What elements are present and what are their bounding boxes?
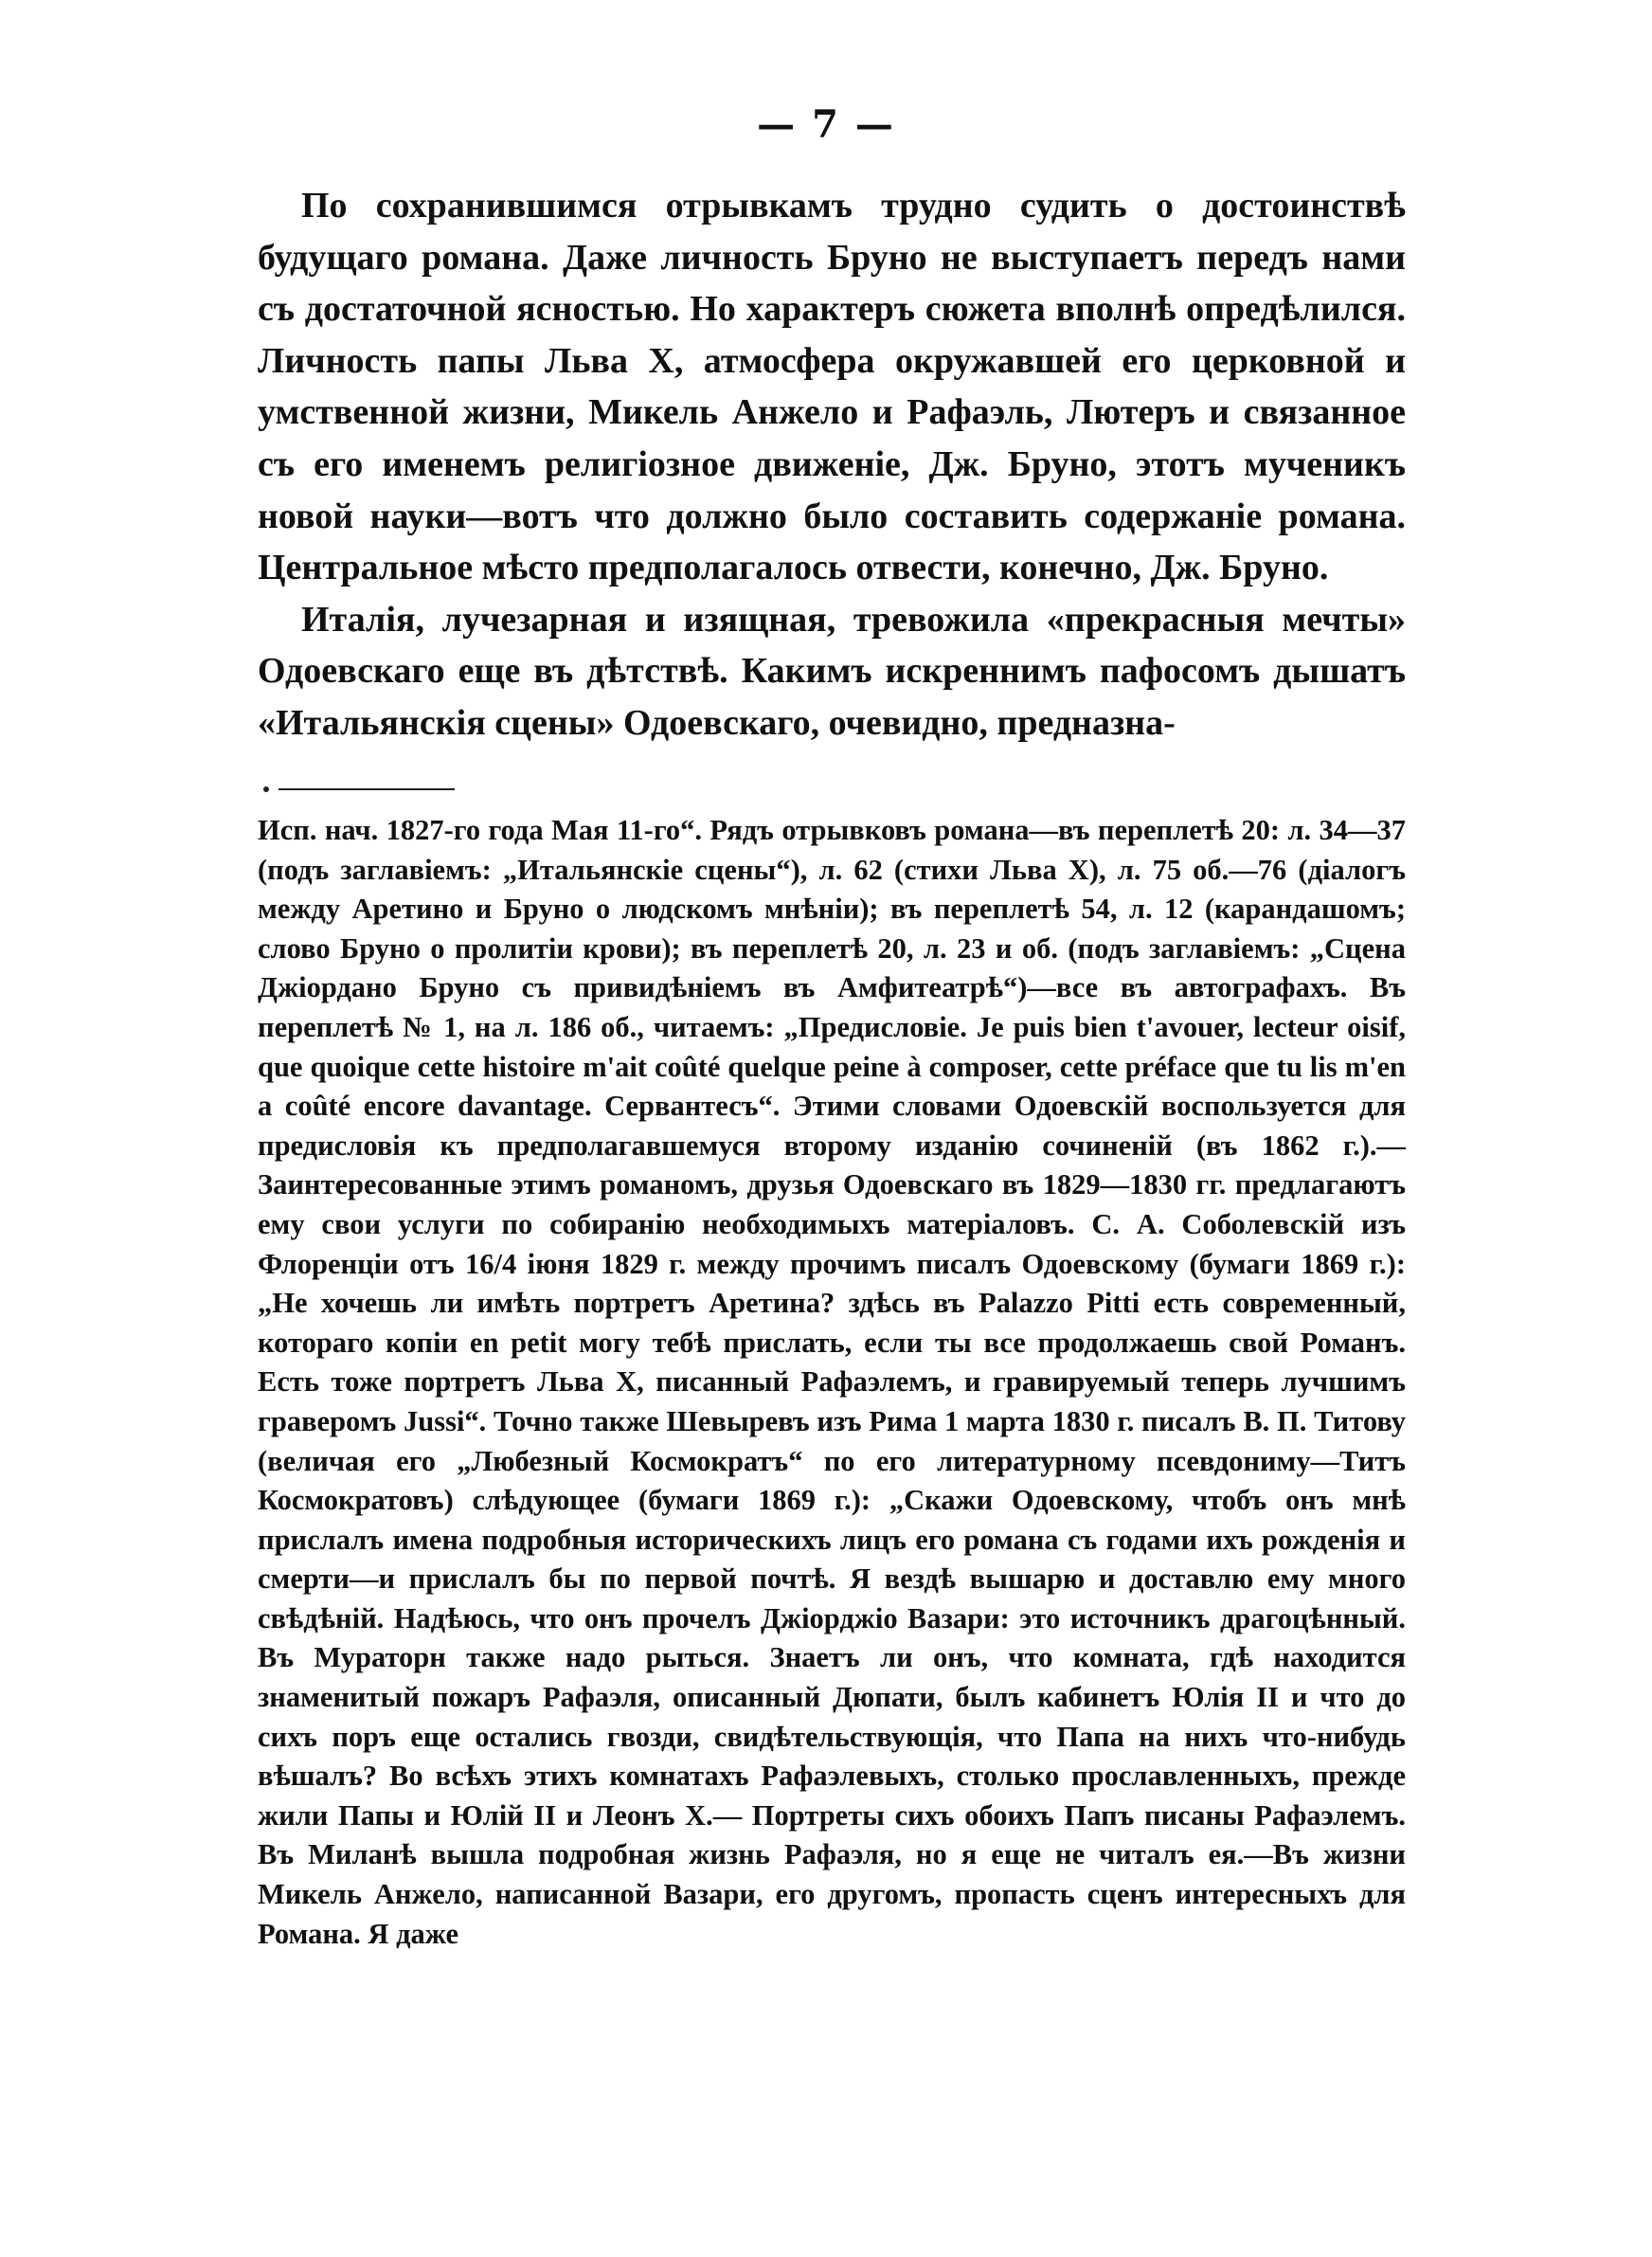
main-paragraph: Италія, лучезарная и изящная, тревожила «прекрасныя мечты» Одоевскаго еще въ дѣтствѣ. Какимъ искреннимъ пафосомъ дышатъ «Итальянскія сцены» Одоевскаго, очевидно, предназна- xyxy=(258,599,1406,743)
main-text xyxy=(258,180,1406,749)
footnote-text: Исп. нач. 1827-го года Мая 11-го“. Рядъ отрывковъ романа—въ переплетѣ 20: л. 34—37 (подъ заглавіемъ: „Итальянскіе сцены“), л. 62 (стихи Льва X), л. 75 об.—76 (діалогъ между Аретино и Бруно о людскомъ мнѣніи); въ переплетѣ 54, л. 12 (карандашомъ; слово Бруно о пролитіи крови); въ переплетѣ 20, л. 23 и об. (подъ заглавіемъ: „Сцена Джіордано Бруно съ привидѣніемъ въ Амфитеатрѣ“)—все въ автографахъ. Въ переплетѣ № 1, на л. 186 об., читаемъ: „Предисловіе. Je puis bien t'avouer, lecteur oisif, que quoique cette histoire m'ait coûté quelque peine à composer, cette préface que tu lis m'en a coûté encore davantage. Сервантесъ“. Этими словами Одоевскій воспользуется для предисловія къ предполагавшемуся второму изданію сочиненій (въ 1862 г.).—Заинтересованные этимъ романомъ, друзья Одоевскаго въ 1829—1830 гг. предлагаютъ ему свои услуги по собиранію необходимыхъ матеріаловъ. С. А. Соболевскій изъ Флоренціи отъ 16/4 іюня 1829 г. между прочимъ писалъ Одоевскому (бумаги 1869 г.): „Не хочешь ли имѣть портретъ Аретина? здѣсь въ Palazzo Pitti есть современный, котораго копіи en petit могу тебѣ прислать, если ты все продолжаешь свой Романъ. Есть тоже портретъ Льва X, писанный Рафаэлемъ, и гравируемый теперь лучшимъ граверомъ Jussi“. Точно также Шевыревъ изъ Рима 1 марта 1830 г. писалъ В. П. Титову (величая его „Любезный Космократъ“ по его литературному псевдониму—Титъ Космократовъ) слѣдующее (бумаги 1869 г.): „Скажи Одоевскому, чтобъ онъ мнѣ прислалъ имена подробныя историческихъ лицъ его романа съ годами ихъ рожденія и смерти—и прислалъ бы по первой почтѣ. Я вездѣ вышарю и доставлю ему много свѣдѣній. Надѣюсь, что онъ прочелъ Джіорджіо Вазари: это источникъ драгоцѣнный. Въ Мураторн также надо рыться. Знаетъ ли онъ, что комната, гдѣ находится знаменитый пожаръ Рафаэля, описанный Дюпати, былъ кабинетъ Юлія II и что до сихъ поръ еще остались гвозди, свидѣтельствующія, что Папа на нихъ что-нибудь вѣшалъ? Во всѣхъ этихъ комнатахъ Рафаэлевыхъ, столько прославленныхъ, прежде жили Папы и Юлій II и Леонъ X.— Портреты сихъ обоихъ Папъ писаны Рафаэлемъ. Въ Миланѣ вышла подробная жизнь Рафаэля, но я еще не читалъ ея.—Въ жизни Микель Анжело, написанной Вазари, его другомъ, пропасть сценъ интересныхъ для Романа. Я даже xyxy=(258,814,1406,1950)
footnote xyxy=(258,811,1406,1954)
page-number: — 7 — xyxy=(757,102,895,147)
main-paragraph: По сохранившимся отрывкамъ трудно судить о достоинствѣ будущаго романа. Даже личность Бруно не выступаетъ передъ нами съ достаточной ясностью. Но характеръ сюжета вполнѣ опредѣлился. Личность папы Льва X, атмосфера окружавшей его церковной и умственной жизни, Микель Анжело и Рафаэль, Лютеръ и связанное съ его именемъ религіозное движеніе, Дж. Бруно, этотъ мученикъ новой науки—вотъ что должно было составить содержаніе романа. Центральное мѣсто предполагалось отвести, конечно, Дж. Бруно. xyxy=(258,186,1406,588)
footnote-separator xyxy=(278,788,455,790)
footnote-rule-dot xyxy=(263,786,269,792)
